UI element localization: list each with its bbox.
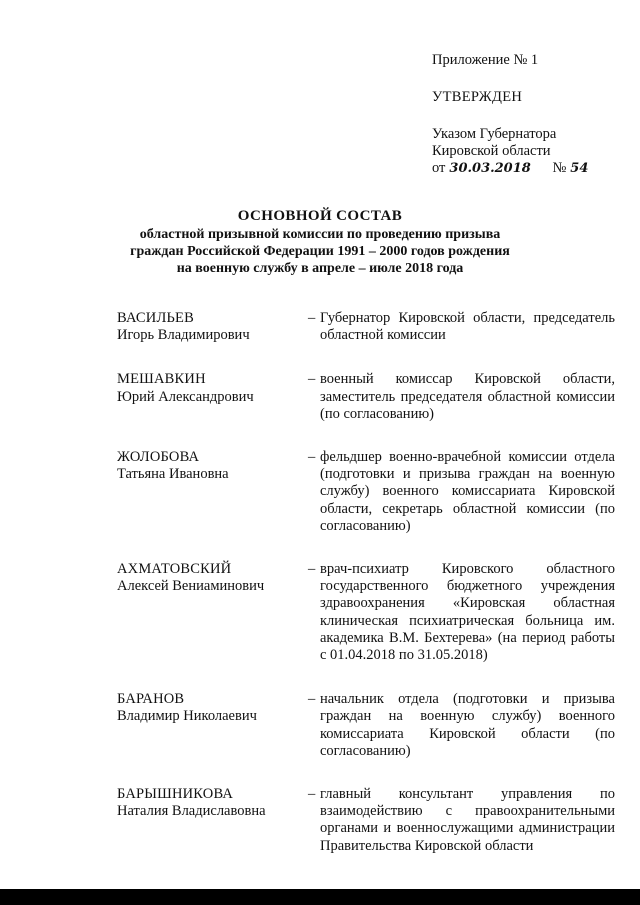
member-name: Наталия Владиславовна [117,803,266,820]
member-person [117,449,310,535]
member-entry [117,310,615,344]
title-line-1: областной призывной комиссии по проведению призыва [139,227,501,242]
member-entry [117,691,615,760]
member-dash: – [308,691,316,708]
decree-line-1: Указом Губернатора [432,126,557,142]
member-dash: – [308,310,316,326]
member-entry [117,371,615,423]
member-surname: БАРЫШНИКОВА [117,786,234,803]
title-line-2: граждан Российской Федерации 1991 – 2000 годов рождения [130,244,510,259]
member-entry [117,561,615,664]
title-main: ОСНОВНОЙ СОСТАВ [237,208,403,224]
member-role: фельдшер военно-врачебной комиссии отдела (подготовки и призыва граждан на военную службу) военного комиссариата Кировской области, секретарь областной комиссии (по согласованию) [320,449,615,534]
member-surname: АХМАТОВСКИЙ [117,561,232,578]
title-line-3: на военную службу в апреле – июле 2018 года [176,261,464,276]
member-name: Татьяна Ивановна [117,466,229,483]
member-entry [117,449,615,535]
member-person [117,786,310,855]
member-surname: МЕШАВКИН [117,371,206,388]
approved-label: УТВЕРЖДЕН [432,89,523,105]
member-entry [117,786,615,855]
member-dash: – [308,786,316,803]
member-person [117,691,310,760]
member-surname: ЖОЛОБОВА [117,449,200,466]
member-name: Юрий Александрович [117,388,254,405]
member-role: Губернатор Кировской области, председатель областной комиссии [320,310,615,344]
member-person [117,561,310,664]
member-person [117,371,310,423]
number-prefix: № [552,160,567,176]
member-surname: ВАСИЛЬЕВ [117,310,194,326]
member-name: Игорь Владимирович [117,327,250,344]
handwritten-date: 30.03.2018 [449,161,531,176]
member-role: начальник отдела (подготовки и призыва граждан на военную службу) военного комиссариата Кировской области (по согласованию) [320,691,615,759]
decree-date-line [432,160,632,177]
member-surname: БАРАНОВ [117,691,185,708]
member-dash: – [308,371,316,388]
member-role: врач-психиатр Кировского областного государственного бюджетного учреждения здравоохранения «Кировская областная клиническая психиатрическая больница им. академика В.М. Бехтерева» (на период работы с 01.04.2018 по 31.05.2018) [320,561,615,664]
member-name: Алексей Вениаминович [117,578,265,595]
member-dash: – [308,449,316,466]
date-prefix: от [432,160,446,176]
member-role: военный комиссар Кировской области, заместитель председателя областной комиссии (по согласованию) [320,371,615,422]
scan-edge-bar [0,889,640,905]
members-list [117,310,615,855]
member-person [117,310,310,344]
document-title [80,208,560,277]
member-name: Владимир Николаевич [117,708,257,725]
handwritten-number: 54 [570,161,589,176]
member-dash: – [308,561,316,578]
appendix-label: Приложение № 1 [432,52,539,68]
approval-block [432,52,632,177]
member-role: главный консультант управления по взаимодействию с правоохранительными органами и военнослужащими администрации Правительства Кировской области [320,786,615,854]
decree-line-2: Кировской области [432,143,551,159]
